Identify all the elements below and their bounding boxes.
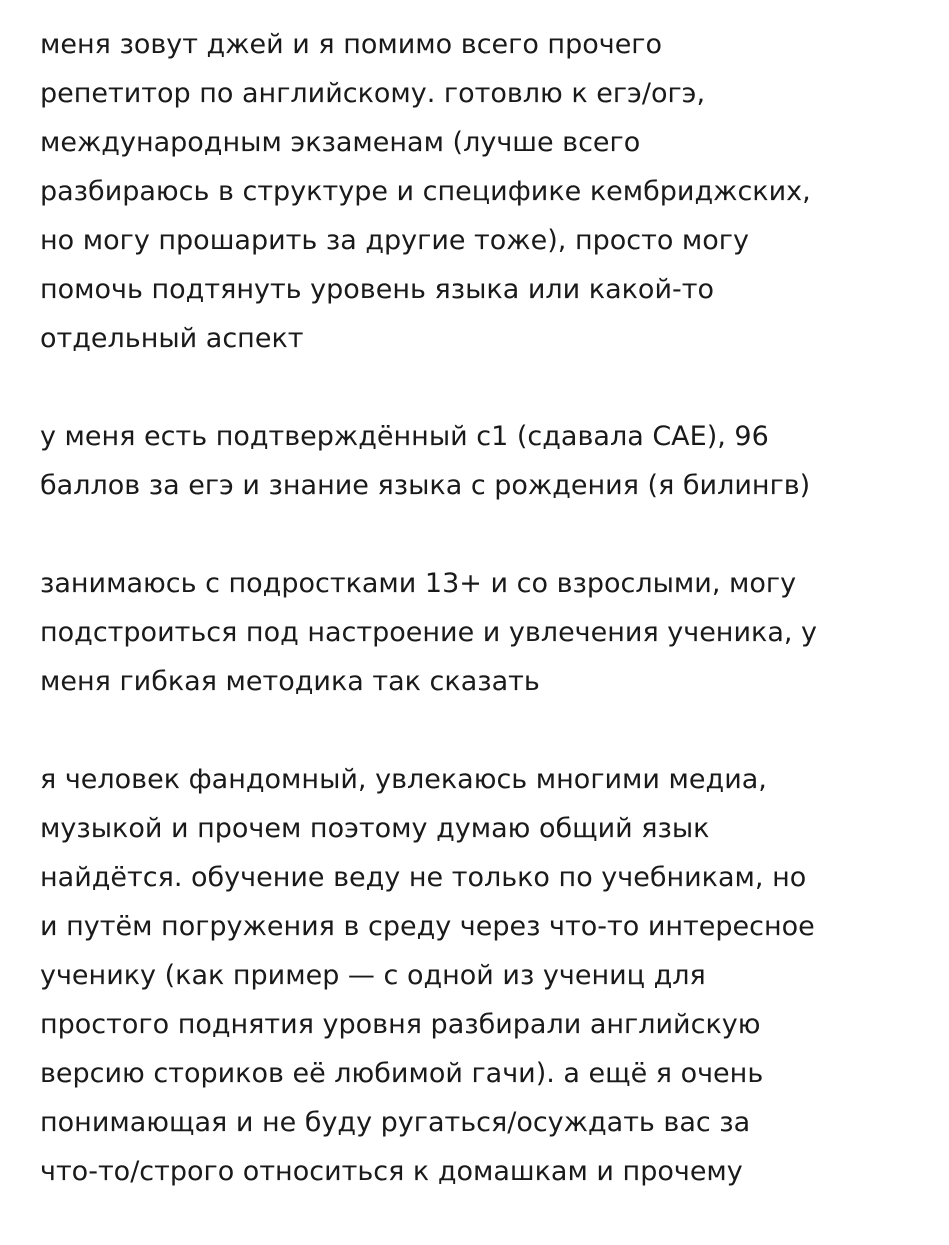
text-line: занимаюсь с подростками 13+ и со взрослыми, могу (40, 568, 797, 599)
text-line: меня зовут джей и я помимо всего прочего (40, 29, 663, 60)
paragraph-approach (40, 755, 920, 1196)
paragraph-intro (40, 20, 920, 363)
paragraph-credentials (40, 412, 920, 510)
text-line: найдётся. обучение веду не только по учебникам, но (40, 862, 807, 893)
text-line: я человек фандомный, увлекаюсь многими медиа, (40, 764, 767, 795)
text-line: музыкой и прочем поэтому думаю общий язык (40, 813, 710, 844)
text-line: репетитор по английскому. готовлю к егэ/огэ, (40, 78, 706, 109)
text-line: что-то/строго относиться к домашкам и прочему (40, 1156, 743, 1187)
text-line: разбираюсь в структуре и специфике кембриджских, (40, 176, 811, 207)
text-line: понимающая и не буду ругаться/осуждать вас за (40, 1107, 751, 1138)
text-line: отдельный аспект (40, 323, 304, 354)
text-line: подстроиться под настроение и увлечения ученика, у (40, 617, 818, 648)
text-line: международным экзаменам (лучше всего (40, 127, 641, 158)
text-line: баллов за егэ и знание языка с рождения (я билингв) (40, 470, 811, 501)
text-line: ученику (как пример — с одной из учениц для (40, 960, 706, 991)
paragraph-students (40, 559, 920, 706)
text-line: простого поднятия уровня разбирали английскую (40, 1009, 761, 1040)
text-line: меня гибкая методика так сказать (40, 666, 540, 697)
text-line: помочь подтянуть уровень языка или какой-то (40, 274, 714, 305)
text-line: у меня есть подтверждённый с1 (сдавала CAE), 96 (40, 421, 769, 452)
text-line: и путём погружения в среду через что-то интересное (40, 911, 815, 942)
text-line: но могу прошарить за другие тоже), просто могу (40, 225, 749, 256)
post-text (40, 20, 920, 1245)
text-line: версию сториков её любимой гачи). а ещё я очень (40, 1058, 764, 1089)
